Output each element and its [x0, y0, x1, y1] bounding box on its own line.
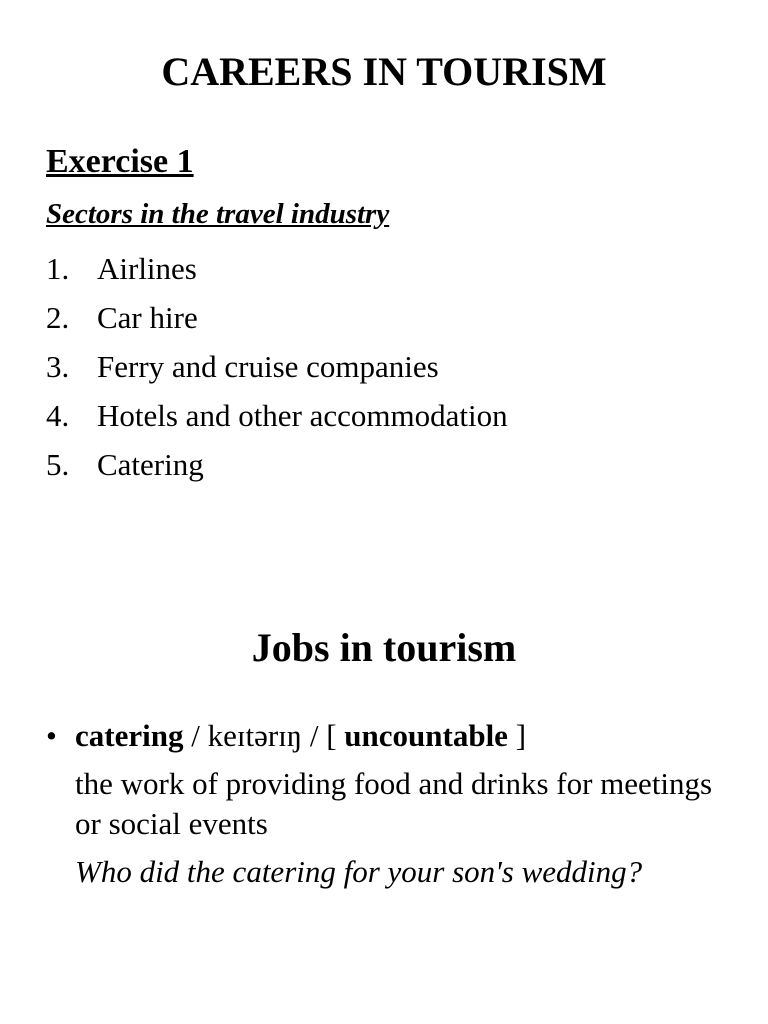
entry-headword-line [46, 716, 736, 756]
list-item-number: 4. [46, 398, 70, 433]
list-item [46, 342, 508, 391]
entry-example: Who did the catering for your son's wedding? [75, 854, 643, 889]
list-item-label: Ferry and cruise companies [97, 349, 439, 384]
list-item-label: Airlines [97, 251, 197, 286]
list-item-label: Catering [97, 447, 204, 482]
sectors-subtitle: Sectors in the travel industry [46, 198, 390, 230]
list-item-number: 1. [46, 251, 70, 286]
list-item [46, 440, 508, 489]
entry-word: catering [75, 718, 184, 753]
exercise-heading: Exercise 1 [46, 143, 194, 180]
jobs-heading: Jobs in tourism [251, 625, 517, 670]
sectors-list [46, 244, 508, 489]
dictionary-entry [46, 716, 736, 892]
entry-definition: the work of providing food and drinks for meetings or social events [75, 766, 713, 841]
list-item-number: 3. [46, 349, 70, 384]
entry-pronunciation: / keɪtərɪŋ / [ [183, 718, 345, 753]
entry-grammar: uncountable [344, 718, 508, 753]
entry-grammar-close: ] [507, 718, 527, 753]
list-item-label: Hotels and other accommodation [97, 398, 508, 433]
list-item [46, 293, 508, 342]
list-item-label: Car hire [97, 300, 198, 335]
bullet-icon: • [46, 718, 57, 753]
list-item-number: 5. [46, 447, 70, 482]
list-item [46, 244, 508, 293]
page-title: CAREERS IN TOURISM [161, 49, 607, 94]
list-item-number: 2. [46, 300, 70, 335]
list-item [46, 391, 508, 440]
